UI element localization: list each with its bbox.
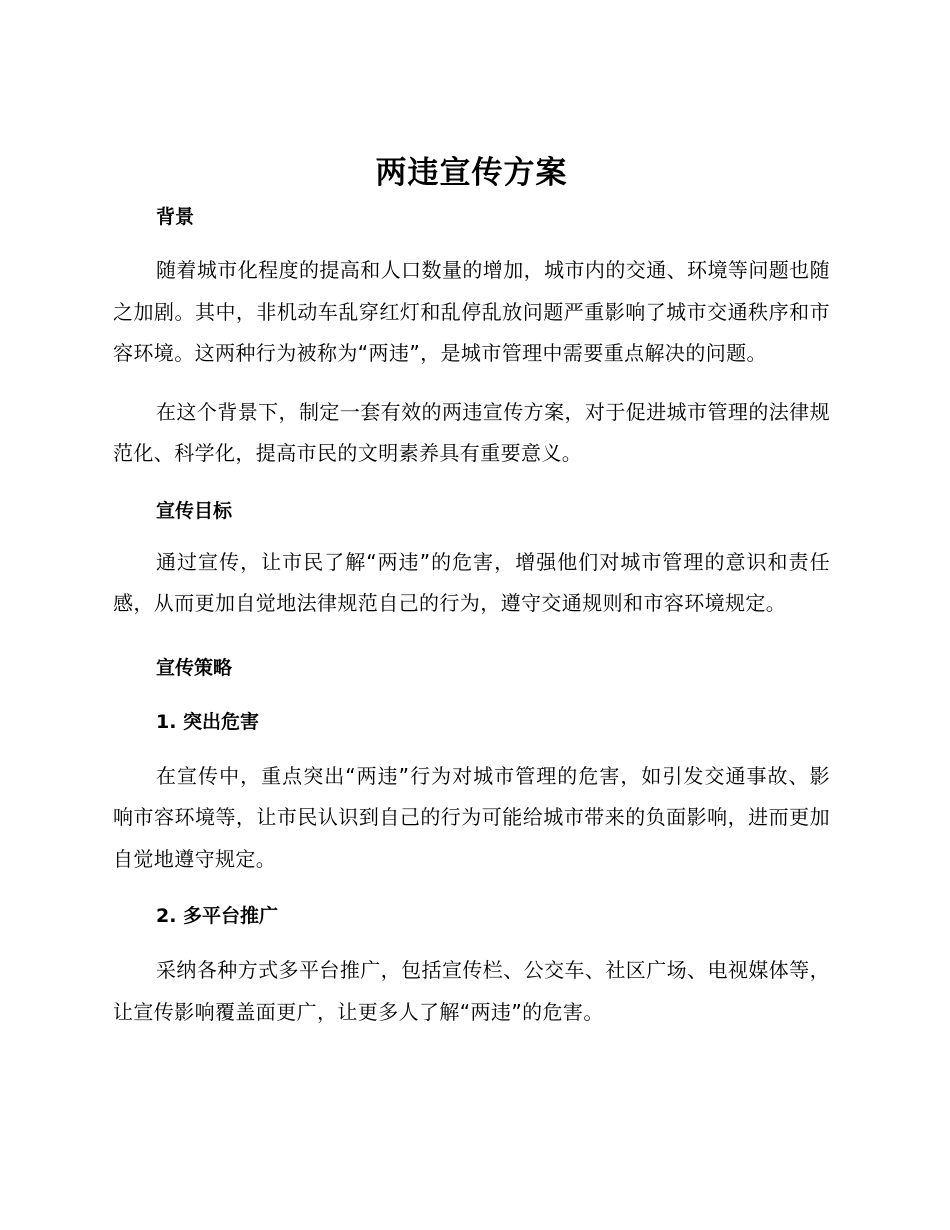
document-title: 两违宣传方案 [375, 155, 568, 191]
section-heading-background: 背景 [156, 206, 195, 228]
background-paragraph-2: 在这个背景下，制定一套有效的两违宣传方案，对于促进城市管理的法律规范化、科学化，提高市民的文明素养具有重要意义。 [113, 399, 830, 465]
background-paragraph-1: 随着城市化程度的提高和人口数量的增加，城市内的交通、环境等问题也随之加剧。其中，非机动车乱穿红灯和乱停乱放问题严重影响了城市交通秩序和市容环境。这两种行为被称为“两违”，是城市管理中需要重点解决的问题。 [113, 258, 830, 365]
strategy-item-heading-1: 1. 突出危害 [156, 710, 260, 733]
strategy-item-heading-2: 2. 多平台推广 [156, 905, 279, 927]
goal-paragraph: 通过宣传，让市民了解“两违”的危害，增强他们对城市管理的意识和责任感，从而更加自觉地法律规范自己的行为，遵守交通规则和市容环境规定。 [113, 549, 830, 615]
section-heading-strategy: 宣传策略 [156, 656, 233, 679]
strategy-item-paragraph-1: 在宣传中，重点突出“两违”行为对城市管理的危害，如引发交通事故、影响市容环境等，让市民认识到自己的行为可能给城市带来的负面影响，进而更加自觉地遵守规定。 [113, 763, 830, 871]
section-heading-goal: 宣传目标 [156, 499, 233, 522]
document-body [113, 150, 830, 1033]
strategy-item-paragraph-2: 采纳各种方式多平台推广，包括宣传栏、公交车、社区广场、电视媒体等，让宣传影响覆盖面更广，让更多人了解“两违”的危害。 [113, 958, 830, 1024]
